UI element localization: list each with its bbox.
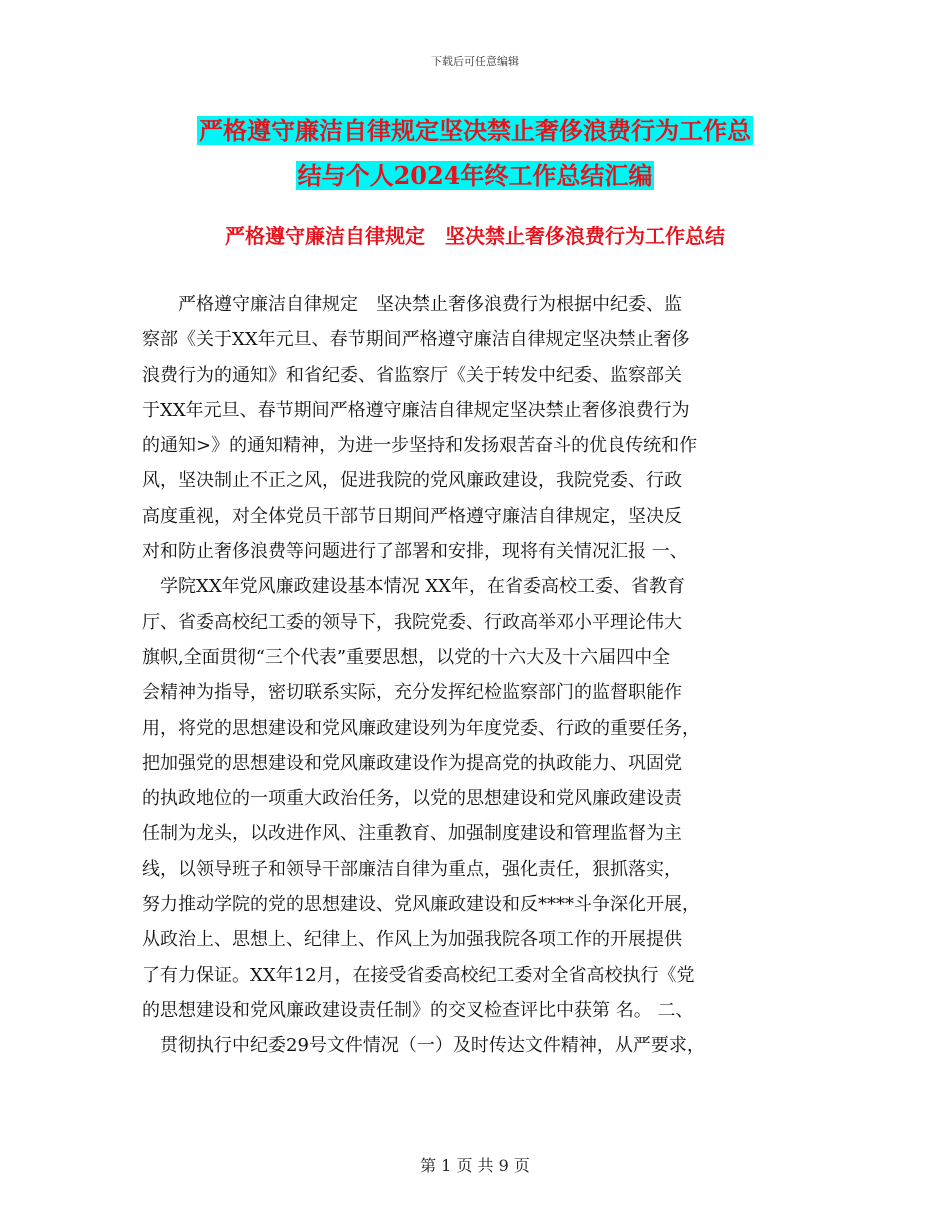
section-title: 严格遵守廉洁自律规定 坚决禁止奢侈浪费行为工作总结 [225, 224, 725, 248]
body-line: 风，坚决制止不正之风，促进我院的党风廉政建设，我院党委、行政 [142, 470, 682, 492]
body-line: 的通知>》的通知精神，为进一步坚持和发扬艰苦奋斗的优良传统和作 [142, 435, 698, 457]
header-note: 下载后可任意编辑 [431, 55, 519, 68]
body-line: 高度重视，对全体党员干部节日期间严格遵守廉洁自律规定，坚决反 [142, 505, 682, 527]
body-line: 的执政地位的一项重大政治任务，以党的思想建设和党风廉政建设责 [142, 788, 682, 810]
body-line: 会精神为指导，密切联系实际，充分发挥纪检监察部门的监督职能作 [142, 682, 682, 704]
body-line: 线，以领导班子和领导干部廉洁自律为重点，强化责任，狠抓落实， [142, 858, 682, 880]
page-number-footer: 第 1 页 共 9 页 [420, 1156, 530, 1175]
body-line: 把加强党的思想建设和党风廉政建设作为提高党的执政能力、巩固党 [142, 752, 682, 774]
body-line: 厅、省委高校纪工委的领导下，我院党委、行政高举邓小平理论伟大 [142, 611, 682, 633]
document-title-line-1: 严格遵守廉洁自律规定坚决禁止奢侈浪费行为工作总 [199, 116, 751, 145]
body-line: 于XX年元旦、春节期间严格遵守廉洁自律规定坚决禁止奢侈浪费行为 [142, 399, 690, 421]
body-line: 任制为龙头，以改进作风、注重教育、加强制度建设和管理监督为主 [142, 823, 682, 845]
body-line: 从政治上、思想上、纪律上、作风上为加强我院各项工作的开展提供 [142, 929, 682, 951]
body-text [142, 287, 814, 1064]
body-line: 的思想建设和党风廉政建设责任制》的交叉检查评比中获第 名。 二、 [142, 999, 694, 1021]
document-title [140, 108, 810, 198]
body-line: 浪费行为的通知》和省纪委、省监察厅《关于转发中纪委、监察部关 [142, 364, 682, 386]
body-line: 用，将党的思想建设和党风廉政建设列为年度党委、行政的重要任务， [142, 717, 700, 739]
body-line: 严格遵守廉洁自律规定 坚决禁止奢侈浪费行为根据中纪委、监 [142, 294, 682, 315]
document-title-line-2: 结与个人2024年终工作总结汇编 [297, 161, 653, 190]
body-line: 察部《关于XX年元旦、春节期间严格遵守廉洁自律规定坚决禁止奢侈 [142, 329, 690, 351]
body-line: 贯彻执行中纪委29号文件情况（一）及时传达文件精神，从严要求， [142, 1035, 705, 1057]
body-line: 旗帜,全面贯彻“三个代表”重要思想，以党的十六大及十六届四中全 [142, 646, 671, 668]
body-line: 对和防止奢侈浪费等问题进行了部署和安排，现将有关情况汇报 一、 [142, 541, 688, 563]
body-line: 努力推动学院的党的思想建设、党风廉政建设和反****斗争深化开展， [142, 894, 700, 916]
body-line: 学院XX年党风廉政建设基本情况 XX年，在省委高校工委、省教育 [142, 576, 685, 598]
body-line: 了有力保证。XX年12月，在接受省委高校纪工委对全省高校执行《党 [142, 964, 695, 986]
